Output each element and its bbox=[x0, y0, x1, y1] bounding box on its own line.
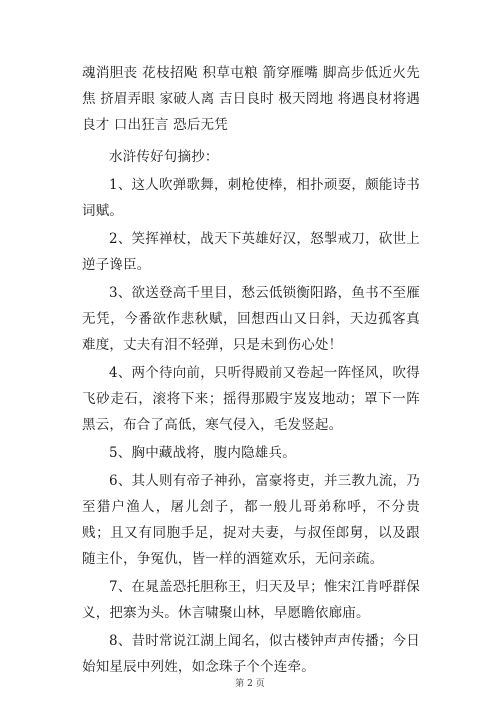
quote-item-1: 1、这人吹弹歌舞，刺枪使棒，相扑顽耍，颇能诗书词赋。 bbox=[82, 177, 420, 219]
quote-item-4: 4、两个待向前，只听得殿前又卷起一阵怪风，吹得飞砂走石，滚将下来；摇得那殿宇岌岌地动；罩下一阵黑云，布合了高低，寒气侵入，毛发竖起。 bbox=[82, 365, 420, 433]
idiom-list-paragraph: 魂消胆丧 花枝招飐 积草屯粮 箭穿雁嘴 脚高步低近火先焦 挤眉弄眼 家破人离 吉日良时 极天罔地 将遇良材将遇良才 口出狂言 恐后无凭 bbox=[82, 65, 420, 133]
quote-item-2: 2、笑挥禅杖，战天下英雄好汉，怒掣戒刀，砍世上逆子谗臣。 bbox=[82, 231, 420, 273]
quote-item-5: 5、胸中藏战将，腹内隐雄兵。 bbox=[109, 445, 296, 461]
quote-item-3: 3、欲送登高千里目，愁云低锁衡阳路，鱼书不至雁无凭，今番欲作悲秋赋，回想西山又日斜，天边孤客真难度，丈夫有泪不轻弹，只是未到伤心处！ bbox=[82, 285, 420, 353]
section-heading: 水浒传好句摘抄： bbox=[109, 149, 219, 165]
page-number: 第 2 页 bbox=[235, 679, 265, 689]
document-body bbox=[82, 60, 420, 682]
quote-item-8: 8、昔时常说江湖上闻名，似古楼钟声声传播；今日始知星辰中列姓，如念珠子个个连牵。 bbox=[82, 633, 420, 675]
quote-item-6: 6、其人则有帝子神孙，富豪将吏，并三教九流，乃至猎户渔人，屠儿刽子，都一般儿哥弟称呼，不分贵贱；且又有同胞手足，捉对夫妻，与叔侄郎舅，以及跟随主仆，争冤仇，皆一样的酒筵欢乐，无问亲疏。 bbox=[82, 473, 420, 567]
quote-item-7: 7、在晁盖恐托胆称王，归天及早；惟宋江肯呼群保义，把寨为头。休言啸聚山林，早愿瞻依廊庙。 bbox=[82, 579, 420, 621]
